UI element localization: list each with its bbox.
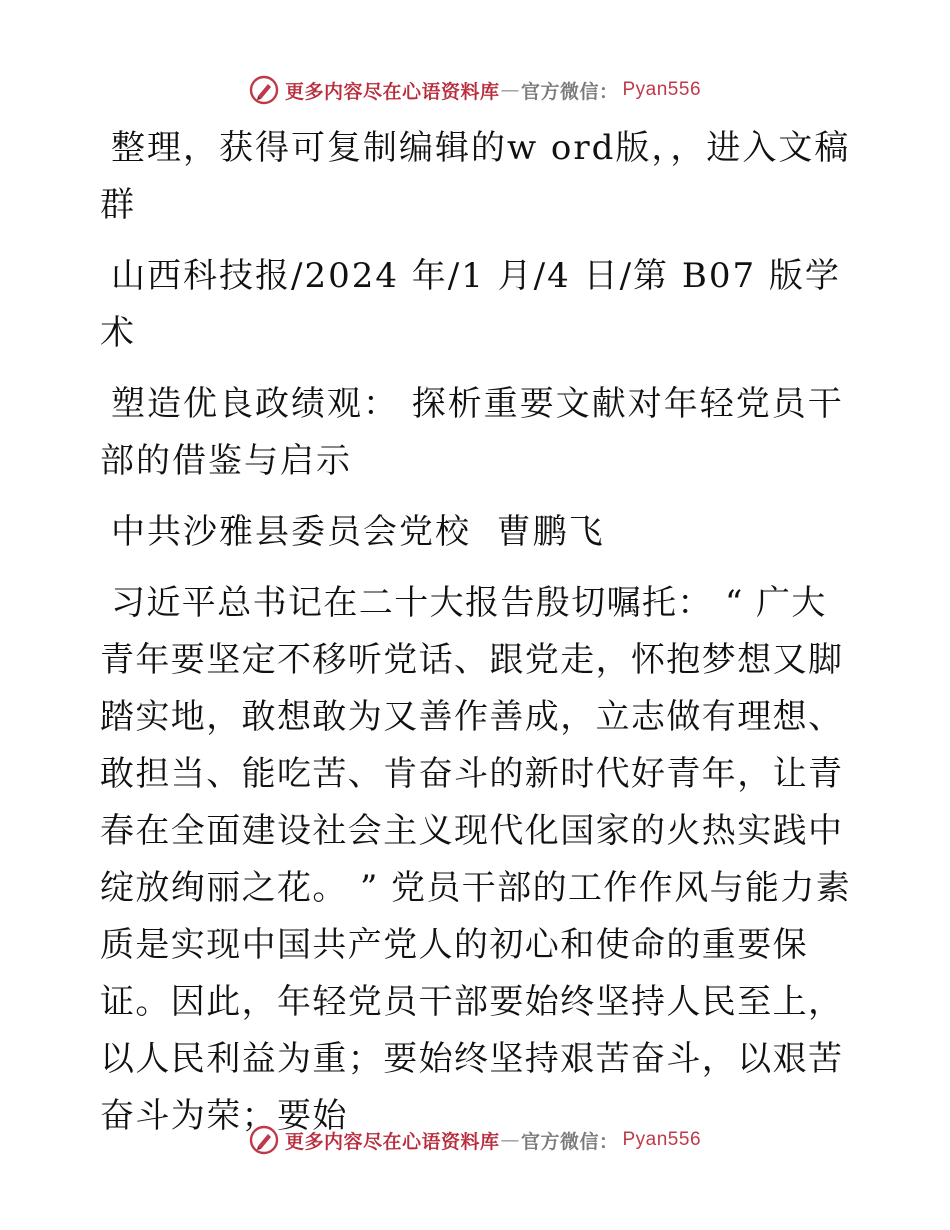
header-watermark	[0, 70, 950, 110]
document-content	[100, 120, 860, 1159]
pen-logo-icon	[249, 1125, 279, 1155]
watermark-id: Pyan556	[622, 1129, 702, 1150]
footer-watermark	[0, 1120, 950, 1160]
source-line: 山西科技报/2024 年/1 月/4 日/第 B07 版学术	[100, 256, 841, 353]
pen-logo-icon	[249, 75, 279, 105]
body-paragraph: 习近平总书记在二十大报告殷切嘱托： “ 广大青年要坚定不移听党话、跟党走，怀抱梦想又脚踏实地，敢想敢为又善作善成，立志做有理想、敢担当、能吃苦、肯奋斗的新时代好青年，让青春在全面建设社会主义现代化国家的火热实践中绽放绚丽之花。 ” 党员干部的工作作风与能力素质是实现中国共产党人的初心和使命的重要保证。因此，年轻党员干部要始终坚持人民至上，以人民利益为重；要始终坚持艰苦奋斗，以艰苦奋斗为荣；要始	[100, 583, 852, 1136]
watermark-label: 官方微信：	[520, 80, 619, 103]
watermark-id: Pyan556	[622, 79, 702, 100]
notice-text: 整理，获得可复制编辑的w ord版，，进入文稿群	[100, 128, 851, 225]
watermark-dash: —	[500, 1129, 520, 1151]
article-title: 塑造优良政绩观： 探析重要文献对年轻党员干部的借鉴与启示	[100, 384, 844, 481]
watermark-label: 官方微信：	[520, 1130, 619, 1153]
author-line: 中共沙雅县委员会党校 曹鹏飞	[111, 512, 605, 552]
watermark-dash: —	[500, 79, 520, 101]
watermark-main-text: 更多内容尽在心语资料库	[284, 1130, 500, 1153]
watermark-main-text: 更多内容尽在心语资料库	[284, 80, 500, 103]
